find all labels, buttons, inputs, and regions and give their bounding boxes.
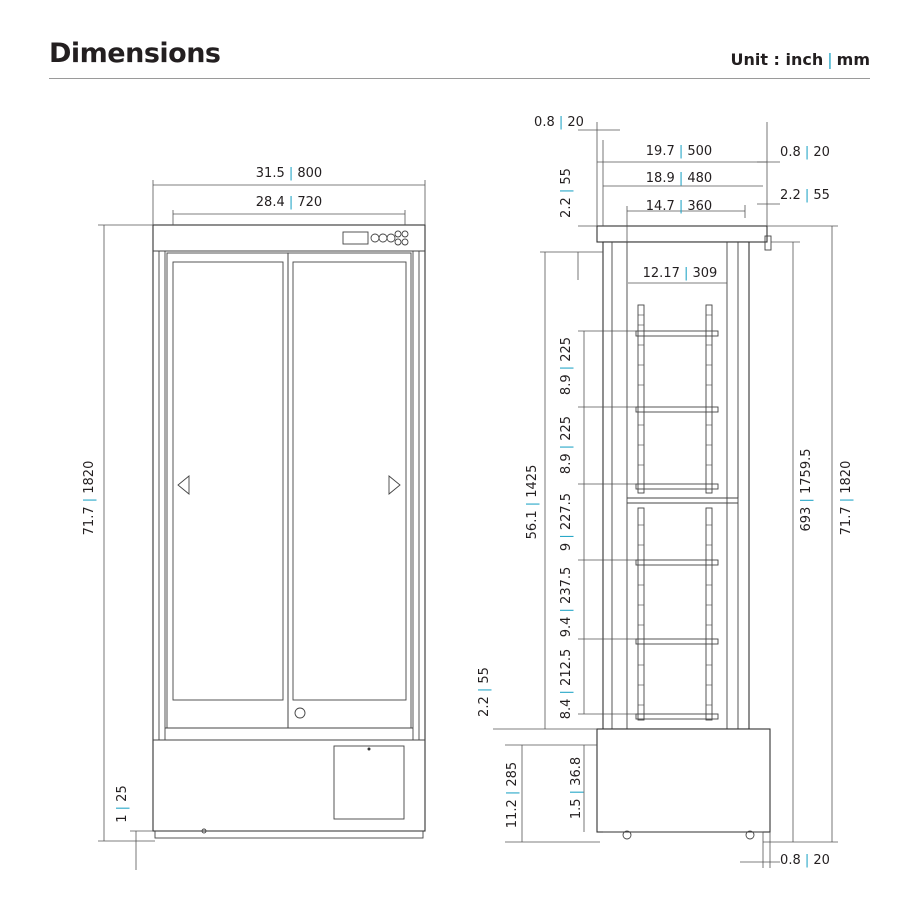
shelf-spacing-5-label: 8.4 | 212.5 <box>559 648 574 720</box>
front-inner-width-label: 28.4 | 720 <box>255 195 323 210</box>
side-top-cap <box>597 226 767 242</box>
side-foot-offset-label: 0.8 | 20 <box>780 853 830 868</box>
side-depth-inner-label: 14.7 | 360 <box>645 199 713 214</box>
side-top-offset-label: 0.8 | 20 <box>534 115 584 130</box>
side-total-height-label: 71.7 | 1820 <box>839 460 854 536</box>
side-depth-mid-label: 18.9 | 480 <box>645 171 713 186</box>
side-shelf-width-label: 12.17 | 309 <box>642 266 718 281</box>
page-title: Dimensions <box>49 38 221 69</box>
front-total-height-label: 71.7 | 1820 <box>82 460 97 536</box>
shelf-spacing-4-label: 9.4 | 237.5 <box>559 566 574 638</box>
front-base-height-label: 1 | 25 <box>115 785 130 823</box>
side-top-gap-label: 2.2 | 55 <box>559 168 574 218</box>
side-height-to-top-label: 693 | 1759.5 <box>799 448 814 532</box>
side-depth-right-offset2-label: 2.2 | 55 <box>780 188 830 203</box>
front-view <box>82 166 425 870</box>
side-depth-right-offset-label: 0.8 | 20 <box>780 145 830 160</box>
side-view <box>477 115 854 868</box>
side-base-height-label: 11.2 | 285 <box>505 761 520 829</box>
unit-separator: | <box>827 50 833 69</box>
front-base-foot <box>155 831 423 838</box>
unit-prefix: Unit : inch <box>730 50 824 69</box>
shelf-spacing-1-label: 8.9 | 225 <box>559 336 574 396</box>
side-base-inner-label: 1.5 | 36.8 <box>569 756 584 820</box>
side-base <box>597 729 770 832</box>
side-interior-height-label: 56.1 | 1425 <box>525 464 540 540</box>
shelf-spacing-3-label: 9 | 227.5 <box>559 492 574 552</box>
side-depth-total-label: 19.7 | 500 <box>645 144 713 159</box>
unit-suffix: mm <box>836 50 870 69</box>
side-bottom-gap-label: 2.2 | 55 <box>477 667 492 717</box>
shelf-spacing-2-label: 8.9 | 225 <box>559 415 574 475</box>
front-total-width-label: 31.5 | 800 <box>255 166 323 181</box>
